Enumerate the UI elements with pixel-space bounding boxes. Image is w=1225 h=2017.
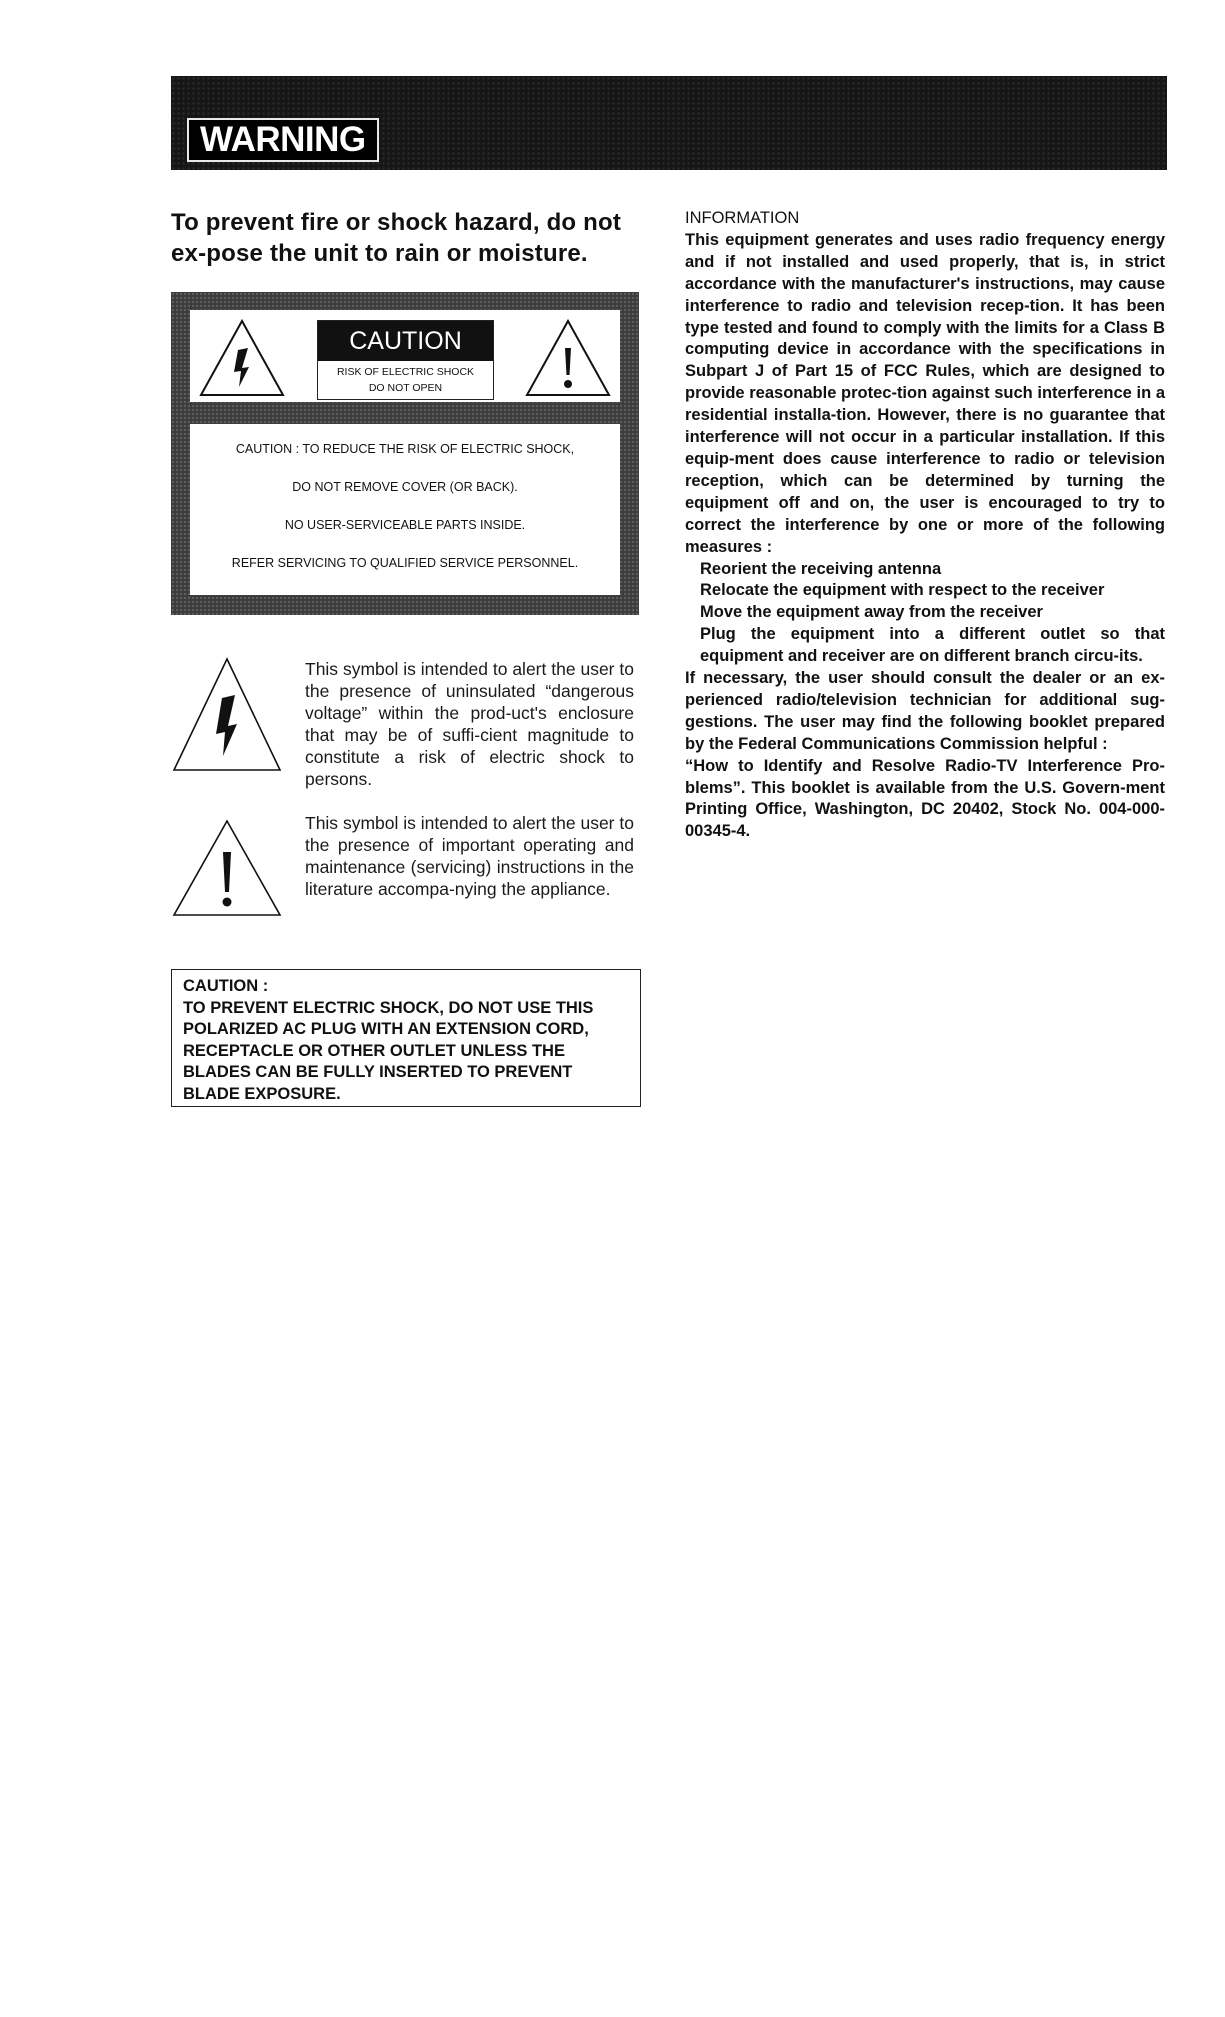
caution-label-line: CAUTION : TO REDUCE THE RISK OF ELECTRIC SHOCK, [235, 442, 575, 456]
caution-label-header [190, 310, 620, 402]
consult-paragraph: If necessary, the user should consult the dealer or an ex-perienced radio/television technician for additional sug-gestions. The user may find the following booklet prepared by the Federal Communications Commission helpful : [685, 669, 1165, 753]
information-heading: INFORMATION [685, 209, 800, 227]
fcc-information [685, 208, 1165, 843]
measure-item: Reorient the receiving antenna [700, 559, 942, 578]
plug-caution-line: BLADES CAN BE FULLY INSERTED TO PREVENT [183, 1063, 573, 1082]
plug-caution-box [171, 969, 641, 1107]
plug-caution-line: TO PREVENT ELECTRIC SHOCK, DO NOT USE THIS [183, 998, 594, 1017]
exclamation-triangle-icon [171, 818, 283, 918]
booklet-reference: “How to Identify and Resolve Radio-TV Interference Pro-blems”. This booklet is available from the U.S. Govern-ment Printing Office, Washington, DC 20402, Stock No. 004-000-00345-4. [685, 756, 1165, 841]
exclamation-triangle-icon [524, 318, 612, 398]
plug-caution-line: CAUTION : [183, 977, 269, 995]
plug-caution-line: RECEPTACLE OR OTHER OUTLET UNLESS THE [183, 1041, 565, 1060]
lightning-symbol-description: This symbol is intended to alert the user to the presence of uninsulated “dangerous voltage” within the prod-uct's enclosure that may be of suffi-cient magnitude to constitute a risk of electric shock to persons. [305, 659, 634, 789]
plug-caution-line: POLARIZED AC PLUG WITH AN EXTENSION CORD, [183, 1020, 589, 1039]
caution-badge [317, 320, 494, 400]
caution-badge-title: CAUTION [318, 321, 493, 361]
caution-label-text [190, 424, 620, 595]
caution-label [171, 292, 639, 615]
exclamation-symbol-description: This symbol is intended to alert the user to the presence of important operating and maintenance (servicing) instructions in the literature accompa-nying the appliance. [305, 813, 634, 899]
caution-label-line: DO NOT REMOVE COVER (OR BACK). [292, 480, 518, 494]
measure-item: Move the equipment away from the receiver [700, 603, 1043, 622]
caution-badge-line: DO NOT OPEN [368, 382, 443, 394]
measure-item: Relocate the equipment with respect to the receiver [700, 581, 1105, 600]
caution-label-line: NO USER-SERVICEABLE PARTS INSIDE. [284, 518, 526, 532]
hazard-notice: To prevent fire or shock hazard, do not ex-pose the unit to rain or moisture. [171, 209, 622, 267]
warning-title: WARNING [187, 118, 379, 162]
information-paragraph: This equipment generates and uses radio frequency energy and if not installed and used properly, that is, in strict accordance with the manufacturer's instructions, may cause interference to radio and television recep-tion. It has been type tested and found to comply with the limits for a Class B computing device in accordance with the specifications in Subpart J of Part 15 of FCC Rules, which are designed to provide reasonable protec-tion against such interference in a residential installa-tion. However, there is no guarantee that interference will not occur in a particular installation. If this equip-ment does cause interference to radio or television reception, which can be determined by turning the equipment off and on, the user is encouraged to try to correct the interference by one or more of the following measures : [685, 230, 1165, 556]
lightning-triangle-icon [198, 318, 286, 398]
caution-badge-line: RISK OF ELECTRIC SHOCK [336, 366, 475, 378]
lightning-triangle-icon [171, 656, 283, 772]
caution-label-line: REFER SERVICING TO QUALIFIED SERVICE PERSONNEL. [231, 556, 579, 570]
plug-caution-line: BLADE EXPOSURE. [183, 1084, 341, 1103]
measure-item: Plug the equipment into a different outlet so that equipment and receiver are on different branch circu-its. [700, 625, 1165, 666]
